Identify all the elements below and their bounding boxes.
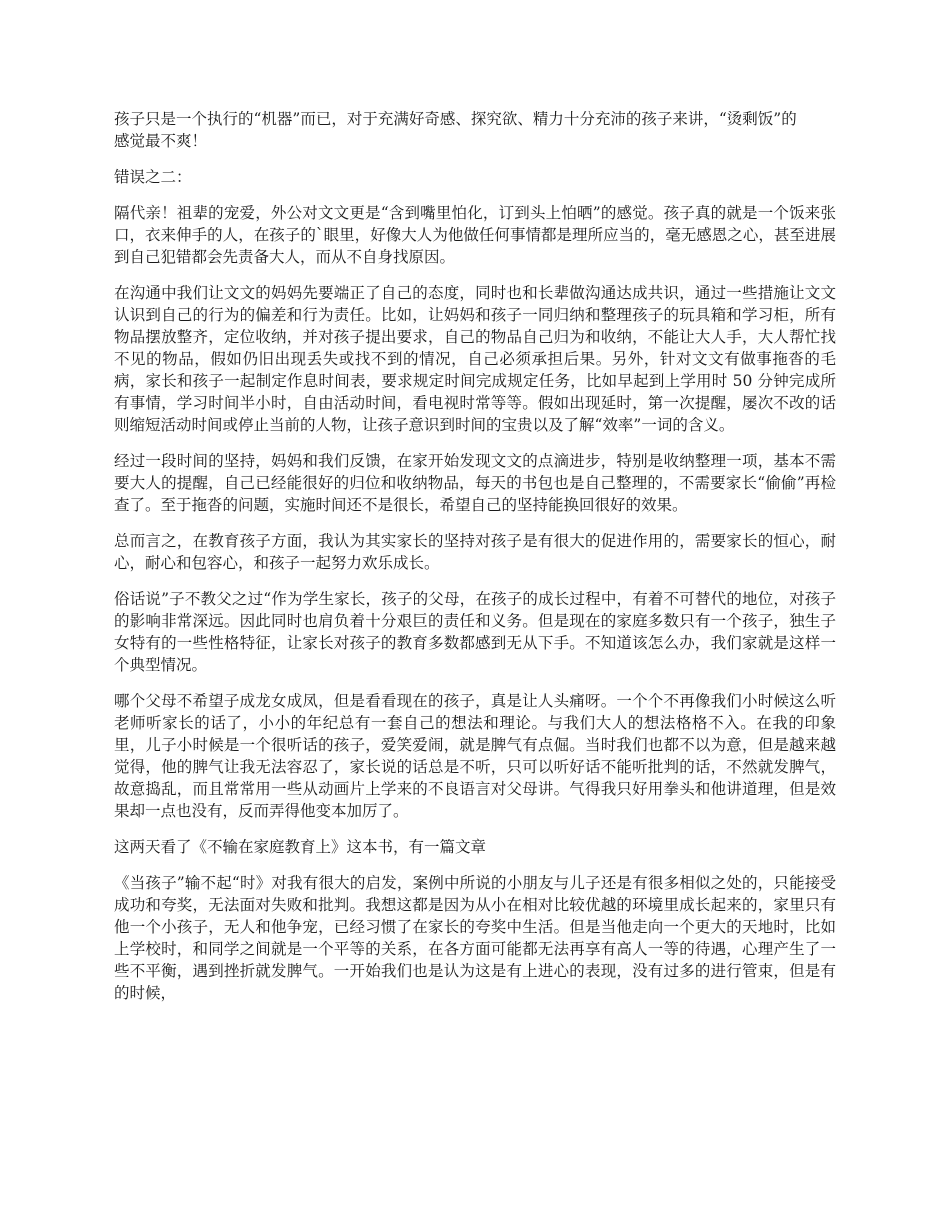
- paragraph-3: 隔代亲！祖辈的宠爱，外公对文文更是“含到嘴里怕化，订到头上怕晒”的感觉。孩子真的就是一个饭来张口，衣来伸手的人，在孩子的`眼里，好像大人为他做任何事情都是理所应当的，毫无感恩之心，甚至进展到自己犯错都会先责备大人，而从不自身找原因。: [114, 204, 836, 266]
- paragraph-5: 经过一段时间的坚持，妈妈和我们反馈，在家开始发现文文的点滴进步，特别是收纳整理一项，基本不需要大人的提醒，自己已经能很好的归位和收纳物品，每天的书包也是自己整理的，不需要家长“偷偷”再检查了。至于拖沓的问题，实施时间还不是很长，希望自己的坚持能换回很好的效果。: [114, 452, 836, 514]
- paragraph-4: 在沟通中我们让文文的妈妈先要端正了自己的态度，同时也和长辈做沟通达成共识，通过一些措施让文文认识到自己的行为的偏差和行为责任。比如，让妈妈和孩子一同归纳和整理孩子的玩具箱和学习柜，所有物品摆放整齐，定位收纳，并对孩子提出要求，自己的物品自己归为和收纳，不能让大人手，大人帮忙找不见的物品，假如仍旧出现丢失或找不到的情况，自己必须承担后果。另外，针对文文有做事拖沓的毛病，家长和孩子一起制定作息时间表，要求规定时间完成规定任务，比如早起到上学用时 50 分钟完成所有事情，学习时间半小时，自由活动时间，看电视时常等等。假如出现延时，第一次提醒，屡次不改的话则缩短活动时间或停止当前的人物，让孩子意识到时间的宝贵以及了解“效率”一词的含义。: [114, 284, 836, 434]
- paragraph-6: 总而言之，在教育孩子方面，我认为其实家长的坚持对孩子是有很大的促进作用的，需要家长的恒心，耐心，耐心和包容心，和孩子一起努力欢乐成长。: [114, 532, 836, 572]
- paragraph-8: 哪个父母不希望子成龙女成凤，但是看看现在的孩子，真是让人头痛呀。一个个不再像我们小时候这么听老师听家长的话了，小小的年纪总有一套自己的想法和理论。与我们大人的想法格格不入。在我的印象里，儿子小时候是一个很听话的孩子，爱笑爱闹，就是脾气有点倔。当时我们也都不以为意，但是越来越觉得，他的脾气让我无法容忍了，家长说的话总是不听，只可以听好话不能听批判的话，不然就发脾气，故意捣乱，而且常常用一些从动画片上学来的不良语言对父母讲。气得我只好用拳头和他讲道理，但是效果却一点也没有，反而弄得他变本加厉了。: [114, 692, 836, 820]
- paragraph-7: 俗话说”子不教父之过“作为学生家长，孩子的父母，在孩子的成长过程中，有着不可替代的地位，对孩子的影响非常深远。因此同时也肩负着十分艰巨的责任和义务。但是现在的家庭多数只有一个孩子，独生子女特有的一些性格特征，让家长对孩子的教育多数都感到无从下手。不知道该怎么办，我们家就是这样一个典型情况。: [114, 590, 836, 674]
- document-page: [114, 108, 836, 1018]
- paragraph-1: 孩子只是一个执行的“机器”而已，对于充满好奇感、探究欲、精力十分充沛的孩子来讲，“烫剩饭”的感觉最不爽！: [114, 110, 797, 150]
- section-heading-error-two: 错误之二：: [114, 168, 192, 186]
- paragraph-9: 这两天看了《不输在家庭教育上》这本书，有一篇文章: [114, 838, 487, 856]
- paragraph-10: 《当孩子”输不起“时》对我有很大的启发，案例中所说的小朋友与儿子还是有很多相似之处的，只能接受成功和夸奖，无法面对失败和批判。我想这都是因为从小在相对比较优越的环境里成长起来的，家里只有他一个小孩子，无人和他争宠，已经习惯了在家长的夸奖中生活。但是当他走向一个更大的天地时，比如上学校时，和同学之间就是一个平等的关系，在各方面可能都无法再享有高人一等的待遇，心理产生了一些不平衡，遇到挫折就发脾气。一开始我们也是认为这是有上进心的表现，没有过多的进行管束，但是有的时候，: [114, 874, 836, 1002]
